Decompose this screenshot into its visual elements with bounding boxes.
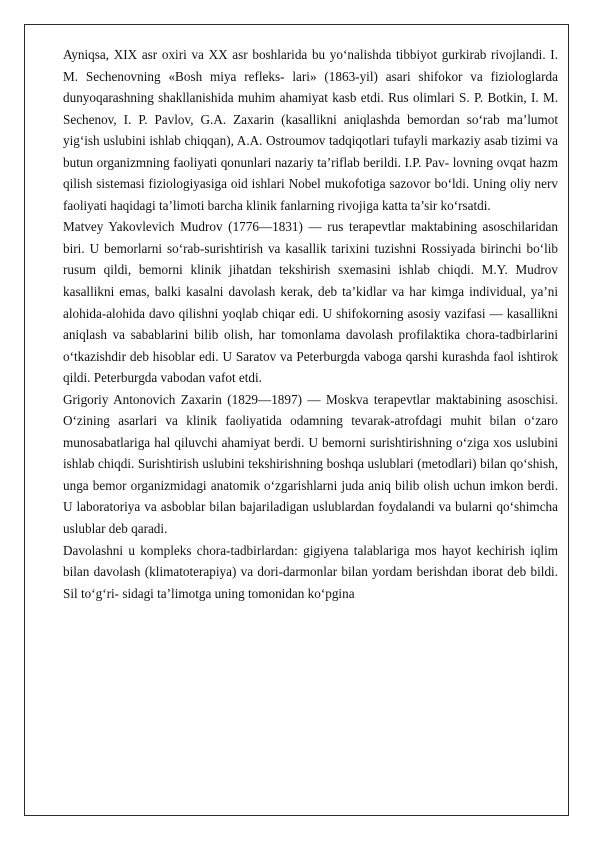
paragraph-2: Matvey Yakovlevich Mudrov (1776—1831) — rus terapevtlar maktabining asoschilaridan biri. U bemorlarni so‘rab-surishtirish va kasallik tarixini tuzishni Rossiyada birinchi bo‘lib rusum qildi, bemorni klinik jihatdan tekshirish sxemasini ishlab chiqdi. M.Y. Mudrov kasallikni emas, balki kasalni davolash kerak, deb ta’kidlar va har kimga individual, ya’ni alohida-alohida davo qilishni yoqlab chiqar edi. U shifokorning asosiy vazifasi — kasallikni aniqlash va sabablarini bilib olish, har tomonlama davolash profilaktika chora-tadbirlarini o‘tkazishdir deb hisoblar edi. U Saratov va Peterburgda vaboga qarshi kurashda faol ishtirok qildi. Peterburgda vabodan vafot etdi. bbox=[63, 219, 558, 386]
document-body bbox=[63, 44, 558, 604]
paragraph-3: Grigoriy Antonovich Zaxarin (1829—1897) — Moskva terapevtlar maktabining asoschisi. O‘zining asarlari va klinik faoliyatida odamning tevarak-atrofdagi muhit bilan o‘zaro munosabatlariga hal qiluvchi ahamiyat berdi. U bemorni surishtirishning o‘ziga xos uslubini ishlab chiqdi. Surishtirish uslubini tekshirishning boshqa uslublari (metodlari) bilan qo‘shish, unga bemor organizmidagi anatomik o‘zgarishlarni juda aniq bilib olish uchun imkon berdi. U laboratoriya va asboblar bilan bajariladigan uslublardan foydalandi va bularni qo‘shimcha uslublar deb qaradi. bbox=[63, 391, 558, 537]
paragraph-4: Davolashni u kompleks chora-tadbirlardan: gigiyena talablariga mos hayot kechirish iqlim bilan davolash (klimatoterapiya) va dori-darmonlar bilan yordam berishdan iborat deb bildi. Sil to‘g‘ri- sidagi ta’limotga uning tomonidan ko‘pgina bbox=[63, 542, 558, 601]
paragraph-1: Ayniqsa, XIX asr oxiri va XX asr boshlarida bu yo‘nalishda tibbiyot gurkirab rivojlandi. I. M. Sechenovning «Bosh miya refleks- lari» (1863-yil) asari shifokor va fiziologlarda dunyoqarashning shakllanishida muhim ahamiyat kasb etdi. Rus olimlari S. P. Botkin, I. M. Sechenov, I. P. Pavlov, G.A. Zaxarin (kasallikni aniqlashda bemordan so‘rab ma’lumot yig‘ish uslubini ishlab chiqqan), A.A. Ostroumov tadqiqotlari tufayli markaziy asab tizimi va butun organizmning faoliyati qonunlari nazariy ta’riflab berildi. I.P. Pav- lovning ovqat hazm qilish sistemasi fiziologiyasiga oid ishlari Nobel mukofotiga sazovor bo‘ldi. Uning oliy nerv faoliyati haqidagi ta’limoti barcha klinik fanlarning rivojiga katta ta’sir ko‘rsatdi. bbox=[63, 47, 558, 213]
